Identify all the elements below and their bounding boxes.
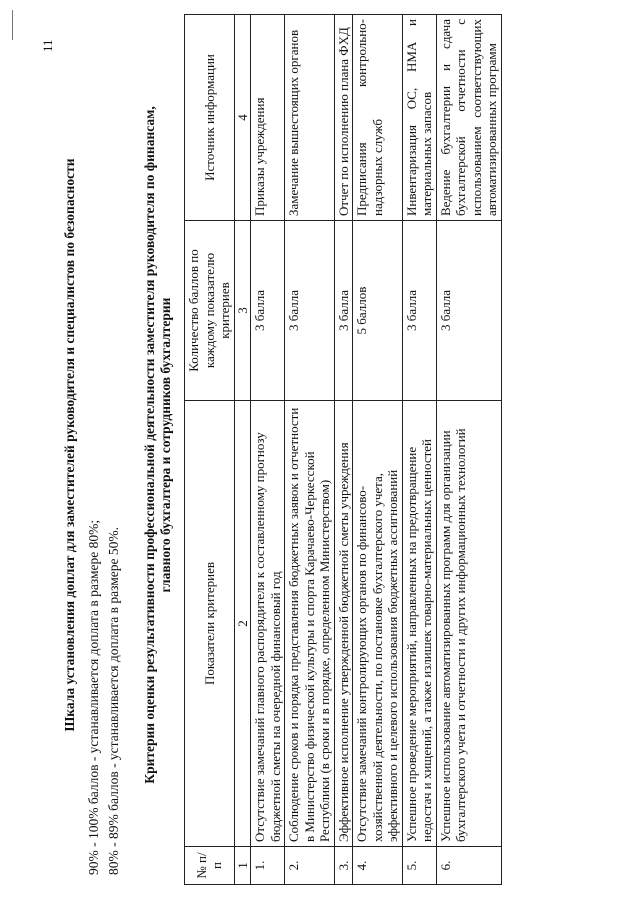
row-number: 3. — [334, 847, 353, 885]
page-number: 11 — [40, 39, 55, 52]
table-header-row — [185, 15, 235, 885]
row-number: 4. — [353, 847, 403, 885]
row-criteria: Соблюдение сроков и порядка представления бюджетных заявок и отчетности в Министерство физической культуры и спорта Карачаево-Черкесской Республики (в сроки и в порядке, определенном Министерством) — [285, 401, 335, 847]
column-number: 4 — [234, 15, 251, 221]
row-points: 3 балла — [285, 221, 335, 401]
row-criteria: Успешное использование автоматизированных программ для организации бухгалтерского учета и отчетности и других информационных технологий — [436, 401, 501, 847]
scale-line-2: 80% - 89% баллов - устанавливается доплата в размере 50%. — [106, 527, 121, 875]
column-number: 3 — [234, 221, 251, 401]
criteria-table — [184, 14, 502, 885]
header-num: № п/п — [185, 847, 235, 885]
row-criteria: Эффективное исполнение утвержденной бюджетной сметы учреждения — [334, 401, 353, 847]
table-row — [334, 15, 353, 885]
column-number: 1 — [234, 847, 251, 885]
row-source: Предписания контрольно-надзорных служб — [353, 15, 403, 221]
column-number-row — [234, 15, 251, 885]
table-row — [251, 15, 285, 885]
scale-line-1: 90% - 100% баллов - устанавливается доплата в размере 80%; — [86, 519, 101, 875]
row-number: 5. — [402, 847, 436, 885]
table-row — [285, 15, 335, 885]
scale-heading: Шкала установления доплат для заместителей руководителя и специалистов по безопасности — [62, 158, 77, 732]
row-points: 3 балла — [436, 221, 501, 401]
row-source: Ведение бухгалтерии и сдача бухгалтерской отчетности с использованием соответствующих автоматизированных программ — [436, 15, 501, 221]
row-number: 1. — [251, 847, 285, 885]
row-points: 5 баллов — [353, 221, 403, 401]
row-criteria: Отсутствие замечаний главного распорядителя к составленному прогнозу бюджетной сметы на очередной финансовый год — [251, 401, 285, 847]
row-points: 3 балла — [251, 221, 285, 401]
table-row — [402, 15, 436, 885]
row-points: 3 балла — [334, 221, 353, 401]
row-source: Инвентаризация ОС, НМА и материальных запасов — [402, 15, 436, 221]
header-criteria: Показатели критериев — [185, 401, 235, 847]
row-number: 2. — [285, 847, 335, 885]
criteria-heading-line-1: Критерии оценки результативности профессиональной деятельности заместителя руководителя по финансам, — [142, 106, 157, 784]
criteria-heading-line-2: главного бухгалтера и сотрудников бухгалтерии — [158, 297, 173, 593]
row-source: Приказы учреждения — [251, 15, 285, 221]
table-row — [436, 15, 501, 885]
row-points: 3 балла — [402, 221, 436, 401]
table-row — [353, 15, 403, 885]
criteria-heading — [142, 25, 174, 865]
column-number: 2 — [234, 401, 251, 847]
row-source: Отчет по исполнению плана ФХД — [334, 15, 353, 221]
header-source: Источник информации — [185, 15, 235, 221]
header-points: Количество баллов по каждому показателю критериев — [185, 221, 235, 401]
row-criteria: Успешное проведение мероприятий, направленных на предотвращение недостач и хищений, а также излишек товарно-материальных ценностей — [402, 401, 436, 847]
row-source: Замечание вышестоящих органов — [285, 15, 335, 221]
row-criteria: Отсутствие замечаний контролирующих органов по финансово-хозяйственной деятельности, по постановке бухгалтерского учета, эффективного и целевого использования бюджетных ассигнований — [353, 401, 403, 847]
row-number: 6. — [436, 847, 501, 885]
